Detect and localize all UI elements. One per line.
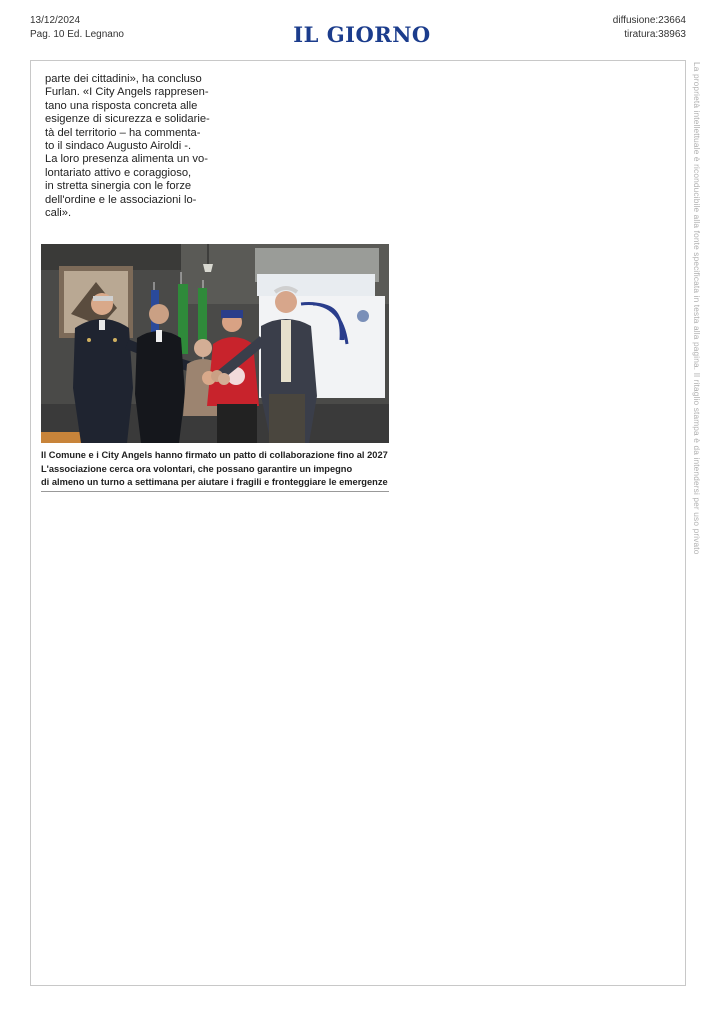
article-line: Furlan. «I City Angels rappresen- xyxy=(45,86,209,99)
copyright-text: La proprietà intellettuale è riconducibile alla fonte specificata in testa alla pagina. Il ritaglio stampa è da intendersi per uso privato xyxy=(692,62,702,555)
caption-line: Il Comune e i City Angels hanno firmato un patto di collaborazione fino al 2027 xyxy=(41,450,388,460)
article-line: tà del territorio – ha commenta- xyxy=(45,126,201,139)
article-line: to il sindaco Augusto Airoldi -. xyxy=(45,140,192,153)
article-line: lontariato attivo e coraggioso, xyxy=(45,166,192,179)
copyright-note xyxy=(694,62,704,632)
article-line: parte dei cittadini», ha concluso xyxy=(45,73,202,85)
caption-line: L'associazione cerca ora volontari, che possano garantire un impegno xyxy=(41,463,353,474)
article-photo xyxy=(41,244,389,443)
article-line: in stretta sinergia con le forze xyxy=(45,180,192,193)
caption-divider xyxy=(41,491,389,492)
caption-line: di almeno un turno a settimana per aiutare i fragili e fronteggiare le emergenze xyxy=(41,477,388,487)
photo-illustration xyxy=(41,244,389,443)
article-line: cali». xyxy=(45,207,72,220)
article-line: tano una risposta concreta alle xyxy=(45,99,198,112)
article-line: esigenze di sicurezza e solidarie- xyxy=(45,113,210,126)
print-run-count: tiratura:38963 xyxy=(624,29,686,40)
page-header-right xyxy=(613,14,686,42)
article-line: La loro presenza alimenta un vo- xyxy=(45,153,208,166)
masthead-logo: IL GIORNO xyxy=(293,22,431,47)
page-edition: Pag. 10 Ed. Legnano xyxy=(30,29,124,40)
publication-date: 13/12/2024 xyxy=(30,15,81,26)
diffusion-count: diffusione:23664 xyxy=(612,15,686,26)
article-line: dell'ordine e le associazioni lo- xyxy=(45,193,197,206)
article-body xyxy=(45,73,215,220)
photo-caption xyxy=(41,449,401,490)
